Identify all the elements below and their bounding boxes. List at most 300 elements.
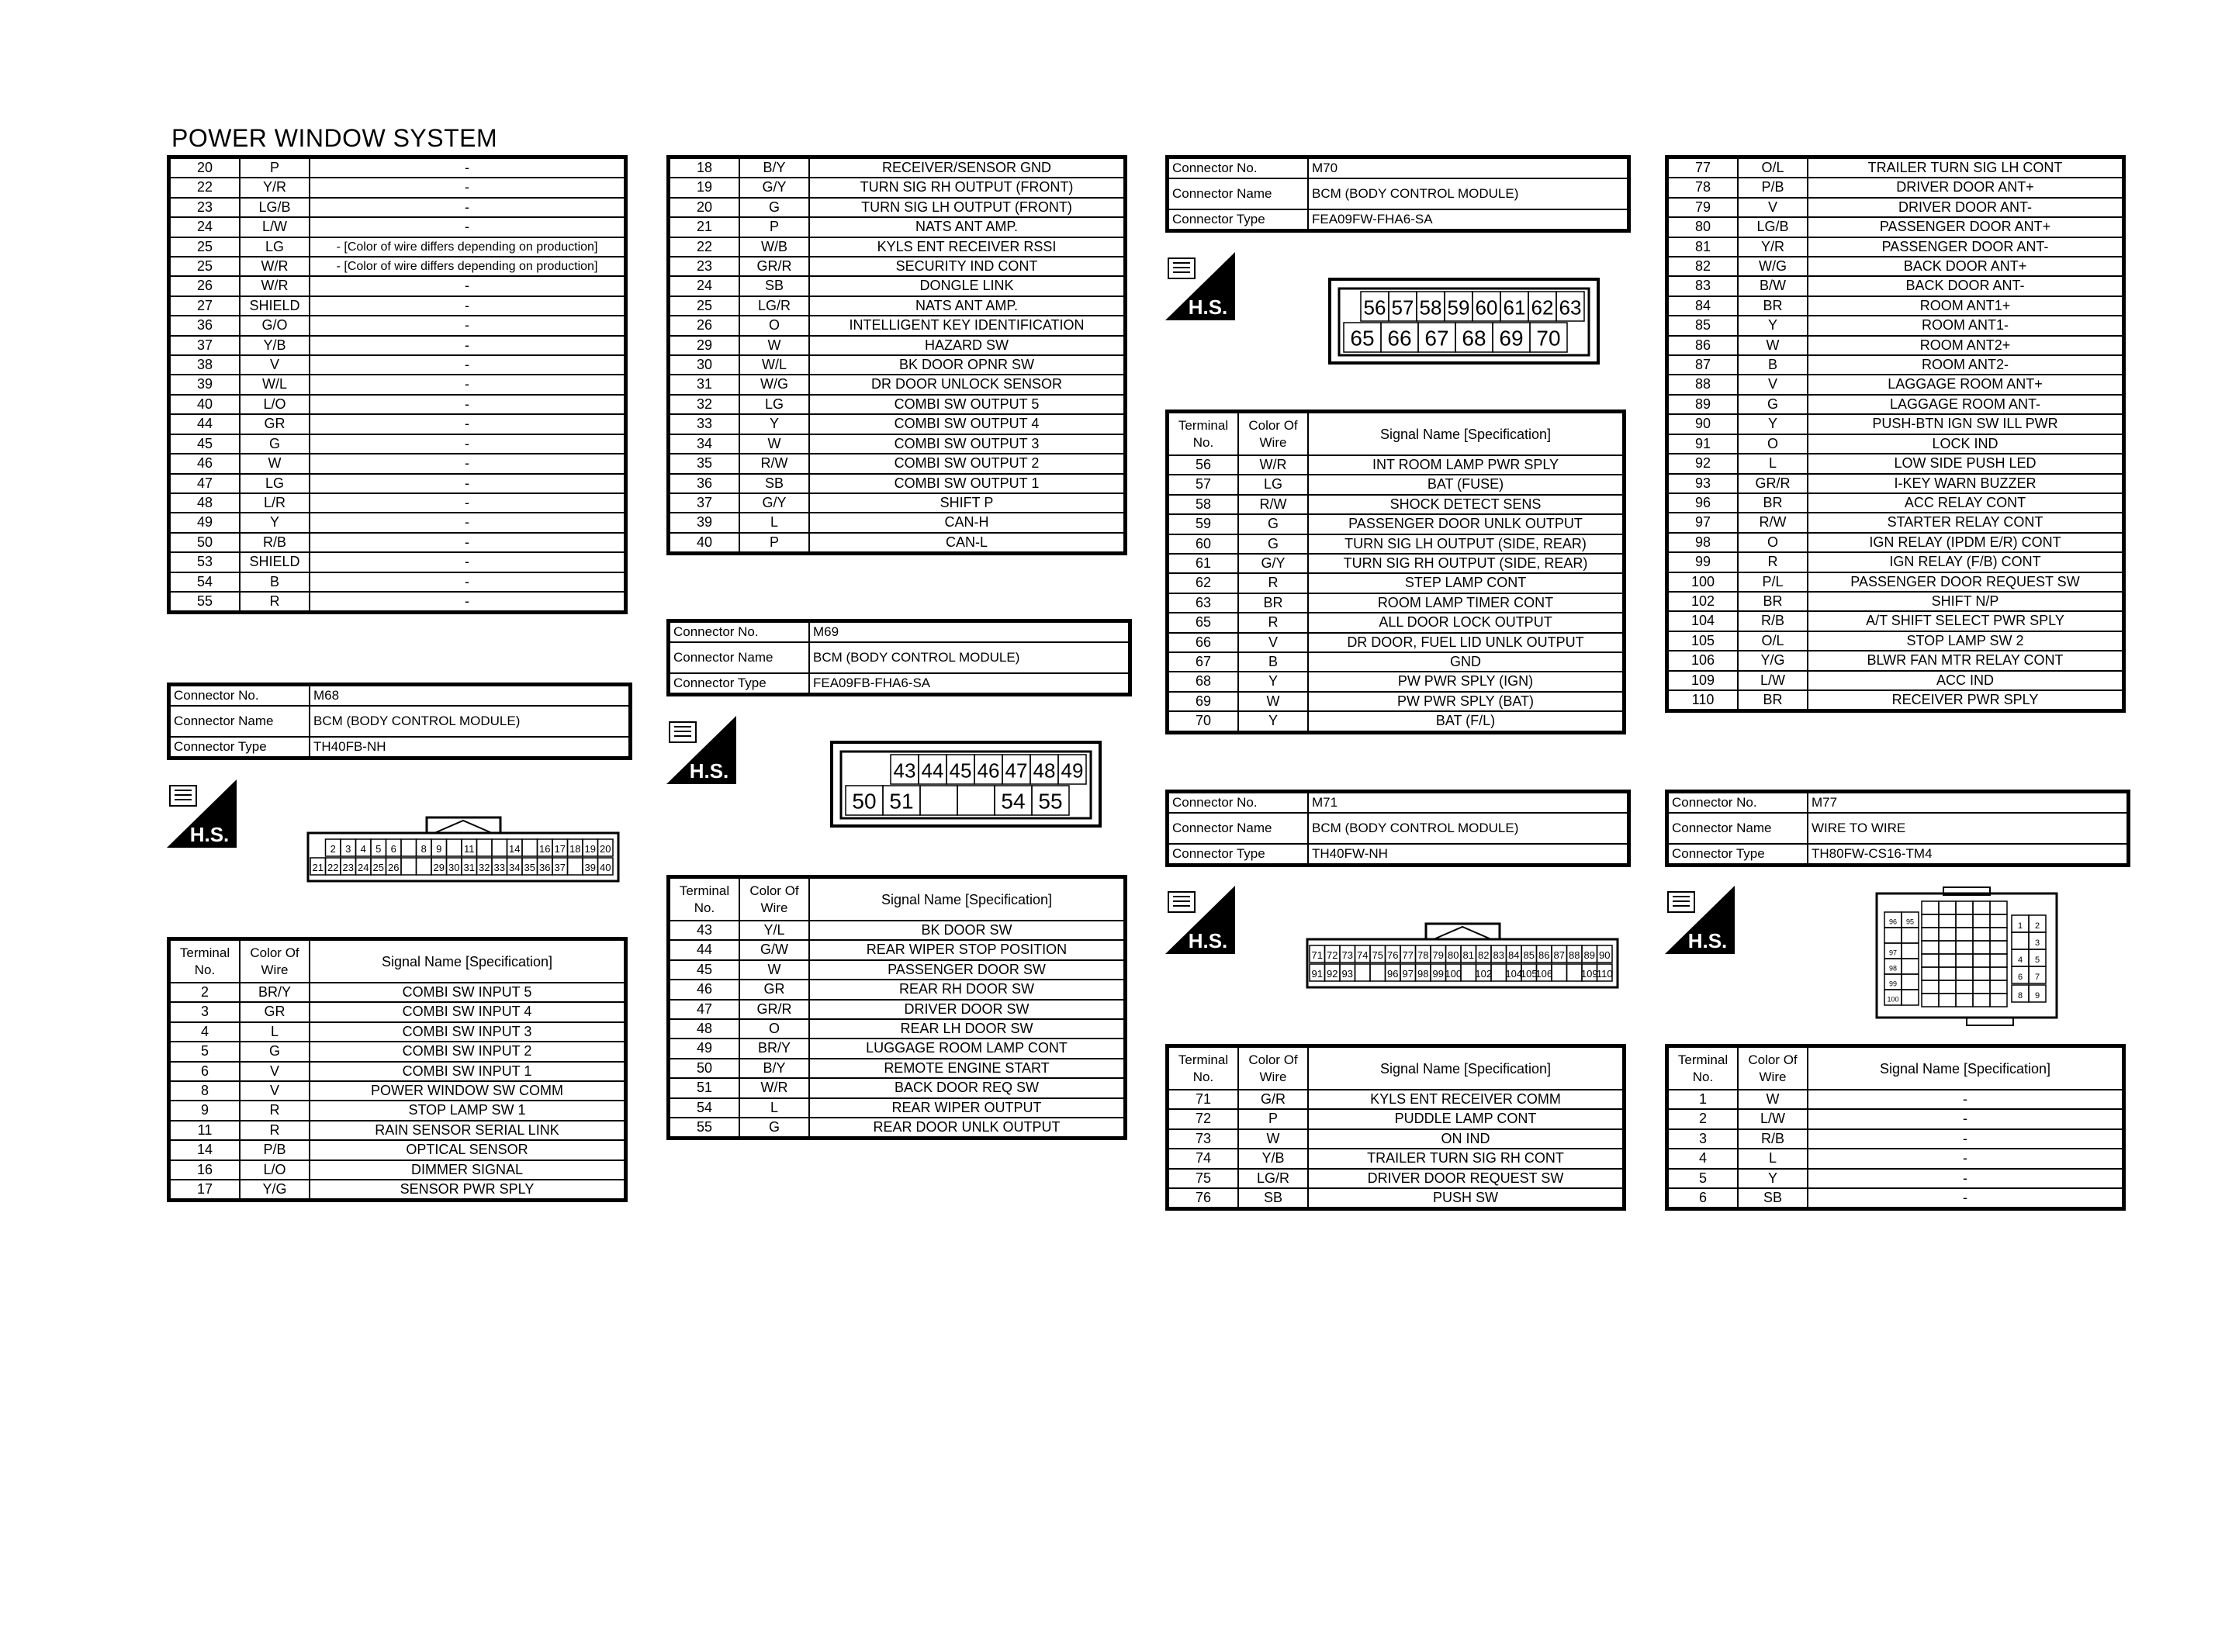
- connector-name-label: Connector Name: [1168, 178, 1308, 209]
- connector-pin: [1939, 928, 1956, 941]
- pin-label: 62: [1531, 295, 1554, 320]
- connector-pin: [568, 858, 583, 875]
- signal-name: COMBI SW OUTPUT 3: [809, 434, 1124, 454]
- signal-name: DONGLE LINK: [809, 276, 1124, 295]
- pin-label: 109: [1580, 968, 1598, 980]
- connector-name-label: Connector Name: [1668, 813, 1808, 844]
- wire-color: P/L: [1738, 572, 1808, 592]
- connector-type-label: Connector Type: [1668, 844, 1808, 864]
- table-row: [1168, 1169, 1623, 1188]
- terminal-no: 91: [1668, 434, 1738, 454]
- signal-name: -: [310, 572, 625, 592]
- wire-color: W: [240, 454, 310, 473]
- wire-color: W/L: [240, 375, 310, 394]
- signal-name: ACC RELAY CONT: [1808, 493, 2123, 513]
- terminal-no: 25: [170, 237, 240, 257]
- wire-color: R/B: [1738, 1129, 1808, 1149]
- terminal-no: 105: [1668, 631, 1738, 651]
- wire-color: W/R: [240, 257, 310, 276]
- wire-color: SB: [1738, 1188, 1808, 1208]
- pin-label: 85: [1523, 949, 1535, 962]
- connector-info-m71: [1165, 790, 1631, 867]
- signal-name: PW PWR SPLY (BAT): [1308, 692, 1623, 711]
- signal-name: -: [1808, 1109, 2123, 1128]
- wire-color: W: [1238, 1129, 1308, 1149]
- table-row: [170, 474, 625, 493]
- svg-text:H.S.: H.S.: [1188, 295, 1228, 319]
- table-row: [170, 454, 625, 473]
- signal-name: REAR DOOR UNLK OUTPUT: [809, 1118, 1124, 1137]
- table-row: [170, 336, 625, 355]
- terminal-no: 55: [170, 592, 240, 611]
- connector-pin: [1922, 901, 1939, 914]
- pin-label: 11: [464, 843, 475, 855]
- table-row: [170, 178, 625, 197]
- table-row: [1668, 631, 2123, 651]
- signal-name: -: [310, 513, 625, 532]
- connector-pin: [1973, 980, 1990, 994]
- pin-label: 57: [1391, 295, 1414, 320]
- table-row: [1668, 1188, 2123, 1208]
- connector-pin: [1990, 914, 2007, 928]
- wire-color: L: [739, 1098, 809, 1118]
- terminal-no: 71: [1168, 1090, 1238, 1109]
- table-row: [1668, 592, 2123, 611]
- signal-name: COMBI SW OUTPUT 5: [809, 395, 1124, 414]
- pin-label: 8: [420, 843, 427, 855]
- terminal-no: 34: [670, 434, 739, 454]
- wire-color: G: [739, 1118, 809, 1137]
- table-row: [170, 198, 625, 217]
- terminal-no: 5: [170, 1042, 240, 1061]
- table-row: [1668, 1169, 2123, 1188]
- table-row: [1668, 355, 2123, 375]
- connector-type-value: TH40FW-NH: [1308, 844, 1628, 864]
- wire-color: Y/L: [739, 921, 809, 940]
- connector-pin: [1990, 967, 2007, 980]
- connector-pin: [1355, 964, 1371, 981]
- pin-label: 43: [893, 759, 916, 783]
- signal-name: COMBI SW INPUT 4: [310, 1002, 625, 1021]
- signal-name: COMBI SW INPUT 3: [310, 1022, 625, 1042]
- wire-color: W: [739, 336, 809, 355]
- pin-label: 17: [554, 843, 566, 855]
- terminal-no: 11: [170, 1121, 240, 1140]
- signal-name: A/T SHIFT SELECT PWR SPLY: [1808, 611, 2123, 631]
- signal-name: PASSENGER DOOR ANT-: [1808, 237, 2123, 257]
- pin-label: 81: [1462, 949, 1474, 962]
- column-1-lower: [167, 937, 628, 1202]
- wire-color: B/Y: [739, 158, 809, 178]
- signal-name: ACC IND: [1808, 671, 2123, 690]
- terminal-no: 22: [170, 178, 240, 197]
- wire-color: R: [1238, 613, 1308, 632]
- terminal-no: 46: [170, 454, 240, 473]
- wire-color: R/W: [1238, 495, 1308, 514]
- header-terminal: Terminal No.: [170, 940, 240, 983]
- wire-color: P: [1238, 1109, 1308, 1128]
- table-row: [1168, 1090, 1623, 1109]
- terminal-no: 60: [1168, 534, 1238, 554]
- table-row: [670, 533, 1124, 552]
- wire-color: W/G: [1738, 257, 1808, 276]
- wire-color: G: [739, 198, 809, 217]
- wire-color: LG/B: [240, 198, 310, 217]
- column-2-lower: [666, 875, 1127, 1140]
- signal-name: ROOM ANT1-: [1808, 316, 2123, 335]
- signal-name: CAN-H: [809, 513, 1124, 532]
- pin-label: 77: [1402, 949, 1414, 962]
- signal-name: RECEIVER PWR SPLY: [1808, 690, 2123, 710]
- table-row: [170, 355, 625, 375]
- table-row: [170, 1042, 625, 1061]
- table-row: [1668, 611, 2123, 631]
- pin-label: 23: [342, 862, 354, 874]
- connector-name-label: Connector Name: [1168, 813, 1308, 844]
- signal-name: ROOM LAMP TIMER CONT: [1308, 593, 1623, 613]
- terminal-no: 70: [1168, 711, 1238, 731]
- wire-color: L/W: [240, 217, 310, 237]
- pin-label: 19: [584, 843, 596, 855]
- terminal-no: 51: [670, 1078, 739, 1097]
- connector-name-label: Connector Name: [170, 706, 310, 737]
- pin-label: 76: [1387, 949, 1399, 962]
- table-row: [670, 414, 1124, 434]
- terminal-no: 89: [1668, 395, 1738, 414]
- table-row: [170, 592, 625, 611]
- connector-pin: [1956, 994, 1973, 1007]
- table-row: [170, 533, 625, 552]
- connector-no-label: Connector No.: [1668, 793, 1808, 813]
- connector-pin: [1939, 941, 1956, 954]
- connector-no-label: Connector No.: [1168, 158, 1308, 178]
- svg-text:H.S.: H.S.: [1188, 929, 1228, 952]
- connector-pin: [1956, 901, 1973, 914]
- terminal-no: 88: [1668, 375, 1738, 394]
- signal-name: STARTER RELAY CONT: [1808, 513, 2123, 532]
- signal-name: -: [310, 355, 625, 375]
- connector-name-value: BCM (BODY CONTROL MODULE): [1308, 178, 1628, 209]
- signal-name: KYLS ENT RECEIVER RSSI: [809, 237, 1124, 257]
- wire-color: Y: [739, 414, 809, 434]
- connector-pin: [1990, 994, 2007, 1007]
- connector-face-m68: [306, 813, 621, 884]
- terminal-no: 109: [1668, 671, 1738, 690]
- terminal-no: 47: [670, 1000, 739, 1019]
- pin-label: 100: [1887, 995, 1899, 1004]
- terminal-no: 56: [1168, 455, 1238, 475]
- connector-type-label: Connector Type: [670, 673, 809, 693]
- wire-color: L: [739, 513, 809, 532]
- signal-name: -: [310, 178, 625, 197]
- signal-name: -: [310, 474, 625, 493]
- signal-name: -: [310, 434, 625, 454]
- pin-label: 30: [448, 862, 460, 874]
- harness-side-icon: [1165, 252, 1235, 320]
- table-row: [1668, 454, 2123, 473]
- wire-color: W/B: [739, 237, 809, 257]
- signal-name: - [Color of wire differs depending on production]: [310, 237, 625, 257]
- table-row: [170, 257, 625, 276]
- wire-color: W: [1738, 1090, 1808, 1109]
- pin-label: 69: [1499, 326, 1524, 351]
- signal-name: -: [310, 414, 625, 434]
- signal-name: POWER WINDOW SW COMM: [310, 1081, 625, 1101]
- table-row: [1168, 652, 1623, 672]
- connector-type-label: Connector Type: [170, 737, 310, 757]
- signal-name: BAT (F/L): [1308, 711, 1623, 731]
- terminal-no: 20: [170, 158, 240, 178]
- table-row: [170, 434, 625, 454]
- signal-name: RAIN SENSOR SERIAL LINK: [310, 1121, 625, 1140]
- table-row: [170, 1140, 625, 1160]
- table-row: [170, 296, 625, 316]
- pin-label: 51: [889, 789, 914, 814]
- pin-label: 75: [1372, 949, 1383, 962]
- connector-pin: [1461, 964, 1476, 981]
- wire-color: Y/R: [240, 178, 310, 197]
- signal-name: PASSENGER DOOR SW: [809, 960, 1124, 980]
- pin-label: 83: [1493, 949, 1504, 962]
- terminal-no: 39: [170, 375, 240, 394]
- connector-pin: [1922, 967, 1939, 980]
- table-row: [170, 1180, 625, 1199]
- connector-pin: [1902, 974, 1919, 990]
- pin-label: 14: [509, 843, 521, 855]
- pin-label: 26: [388, 862, 400, 874]
- pin-label: 25: [372, 862, 384, 874]
- terminal-no: 4: [170, 1022, 240, 1042]
- terminal-no: 67: [1168, 652, 1238, 672]
- terminal-no: 50: [670, 1059, 739, 1078]
- wire-color: V: [1738, 375, 1808, 394]
- connector-type-value: TH80FW-CS16-TM4: [1808, 844, 2127, 864]
- terminal-no: 18: [670, 158, 739, 178]
- terminal-no: 85: [1668, 316, 1738, 335]
- wire-color: LG: [240, 237, 310, 257]
- terminal-no: 74: [1168, 1149, 1238, 1168]
- table-row: [170, 158, 625, 178]
- signal-name: NATS ANT AMP.: [809, 296, 1124, 316]
- terminal-table-m70: [1168, 412, 1624, 732]
- table-row: [170, 1002, 625, 1021]
- signal-name: REAR LH DOOR SW: [809, 1019, 1124, 1039]
- table-row: [1668, 1129, 2123, 1149]
- connector-name-value: BCM (BODY CONTROL MODULE): [310, 706, 629, 737]
- wire-color: R: [240, 592, 310, 611]
- signal-name: TURN SIG RH OUTPUT (FRONT): [809, 178, 1124, 197]
- header-color: Color Of Wire: [1238, 1047, 1308, 1090]
- signal-name: TURN SIG RH OUTPUT (SIDE, REAR): [1308, 554, 1623, 573]
- pin-label: 45: [949, 759, 972, 783]
- wire-color: LG/B: [1738, 217, 1808, 237]
- signal-name: TRAILER TURN SIG LH CONT: [1808, 158, 2123, 178]
- signal-name: COMBI SW OUTPUT 4: [809, 414, 1124, 434]
- harness-side-icon: [167, 779, 237, 848]
- wire-color: L/W: [1738, 671, 1808, 690]
- table-row: [670, 960, 1124, 980]
- pin-label: 104: [1505, 968, 1523, 980]
- pin-label: 54: [1001, 789, 1026, 814]
- terminal-no: 36: [670, 474, 739, 493]
- signal-name: TRAILER TURN SIG RH CONT: [1308, 1149, 1623, 1168]
- pin-label: 60: [1475, 295, 1498, 320]
- wire-color: Y: [1238, 711, 1308, 731]
- terminal-no: 62: [1168, 573, 1238, 593]
- terminal-no: 54: [170, 572, 240, 592]
- wire-color: R/B: [240, 533, 310, 552]
- signal-name: -: [1808, 1129, 2123, 1149]
- wire-color: P/B: [1738, 178, 1808, 197]
- table-row: [1168, 633, 1623, 652]
- table-row: [1668, 316, 2123, 335]
- wire-color: R/W: [739, 454, 809, 473]
- terminal-no: 69: [1168, 692, 1238, 711]
- wire-color: W: [739, 434, 809, 454]
- signal-name: INT ROOM LAMP PWR SPLY: [1308, 455, 1623, 475]
- signal-name: STOP LAMP SW 1: [310, 1101, 625, 1120]
- signal-name: DR DOOR, FUEL LID UNLK OUTPUT: [1308, 633, 1623, 652]
- signal-name: -: [310, 296, 625, 316]
- pin-label: 7: [2034, 973, 2040, 983]
- connector-pin: [1552, 964, 1567, 981]
- signal-name: OPTICAL SENSOR: [310, 1140, 625, 1160]
- terminal-no: 49: [670, 1039, 739, 1058]
- pin-label: 2: [330, 843, 336, 855]
- wire-color: GR: [240, 1002, 310, 1021]
- connector-pin: [1990, 954, 2007, 967]
- wire-color: R: [1738, 552, 1808, 572]
- pin-label: 3: [2034, 938, 2040, 949]
- terminal-no: 49: [170, 513, 240, 532]
- pin-label: 66: [1387, 326, 1412, 351]
- terminal-no: 79: [1668, 198, 1738, 217]
- wire-color: G/R: [1238, 1090, 1308, 1109]
- pin-label: 32: [479, 862, 490, 874]
- wire-color: W: [1738, 336, 1808, 355]
- pin-label: 90: [1599, 949, 1611, 962]
- terminal-no: 48: [670, 1019, 739, 1039]
- wire-color: Y: [1238, 672, 1308, 691]
- pin-label: 98: [1888, 964, 1898, 973]
- signal-name: LAGGAGE ROOM ANT+: [1808, 375, 2123, 394]
- terminal-no: 29: [670, 336, 739, 355]
- pin-label: 5: [375, 843, 382, 855]
- signal-name: TURN SIG LH OUTPUT (FRONT): [809, 198, 1124, 217]
- pin-label: 22: [327, 862, 339, 874]
- table-row: [1668, 1090, 2123, 1109]
- pin-label: 84: [1508, 949, 1520, 962]
- signal-name: BK DOOR OPNR SW: [809, 355, 1124, 375]
- terminal-no: 17: [170, 1180, 240, 1199]
- pin-label: 73: [1341, 949, 1353, 962]
- pin-label: 92: [1327, 968, 1338, 980]
- pin-label: 8: [2017, 991, 2023, 1001]
- signal-name: COMBI SW OUTPUT 2: [809, 454, 1124, 473]
- signal-name: LOW SIDE PUSH LED: [1808, 454, 2123, 473]
- pin-label: 59: [1447, 295, 1470, 320]
- connector-pin: [1939, 994, 1956, 1007]
- table-row: [1668, 276, 2123, 295]
- table-row: [170, 552, 625, 572]
- column-4: [1665, 155, 2126, 713]
- connector-no-value: M70: [1308, 158, 1628, 178]
- wire-color: O: [739, 316, 809, 335]
- pin-label: 24: [358, 862, 369, 874]
- terminal-no: 38: [170, 355, 240, 375]
- signal-name: REAR WIPER STOP POSITION: [809, 940, 1124, 959]
- pin-label: 5: [2034, 956, 2040, 966]
- signal-name: ROOM ANT2-: [1808, 355, 2123, 375]
- table-row: [1168, 554, 1623, 573]
- terminal-no: 100: [1668, 572, 1738, 592]
- signal-name: COMBI SW INPUT 1: [310, 1062, 625, 1081]
- wire-color: BR/Y: [240, 983, 310, 1002]
- table-row: [1668, 257, 2123, 276]
- terminal-no: 87: [1668, 355, 1738, 375]
- signal-name: -: [310, 592, 625, 611]
- connector-face-m69: [830, 741, 1102, 830]
- terminal-no: 99: [1668, 552, 1738, 572]
- terminal-no: 30: [670, 355, 739, 375]
- wire-color: LG: [1238, 475, 1308, 494]
- connector-pin: [1956, 914, 1973, 928]
- terminal-no: 76: [1168, 1188, 1238, 1208]
- connector-pin: [1956, 941, 1973, 954]
- wire-color: B/W: [1738, 276, 1808, 295]
- pin-label: 55: [1038, 789, 1063, 814]
- wire-color: BR: [1238, 593, 1308, 613]
- wire-color: O: [1738, 533, 1808, 552]
- connector-pin: [1902, 928, 1919, 943]
- signal-name: NATS ANT AMP.: [809, 217, 1124, 237]
- table-row: [1668, 237, 2123, 257]
- pin-label: 96: [1888, 918, 1898, 926]
- wire-color: Y: [1738, 414, 1808, 434]
- signal-name: COMBI SW OUTPUT 1: [809, 474, 1124, 493]
- pin-label: 35: [524, 862, 535, 874]
- terminal-no: 6: [170, 1062, 240, 1081]
- harness-side-icon: [1165, 886, 1235, 954]
- table-row: [670, 454, 1124, 473]
- terminal-no: 14: [170, 1140, 240, 1160]
- connector-no-label: Connector No.: [170, 686, 310, 706]
- connector-pin: [401, 839, 417, 856]
- table-row: [670, 395, 1124, 414]
- wire-color: LG/R: [1238, 1169, 1308, 1188]
- pin-label: 40: [600, 862, 611, 874]
- connector-pin: [1939, 901, 1956, 914]
- pin-label: 74: [1357, 949, 1369, 962]
- terminal-no: 63: [1168, 593, 1238, 613]
- terminal-no: 31: [670, 375, 739, 394]
- signal-name: PUSH-BTN IGN SW ILL PWR: [1808, 414, 2123, 434]
- wire-color: R/W: [1738, 513, 1808, 532]
- connector-pin: [417, 858, 432, 875]
- table-row: [670, 474, 1124, 493]
- wire-color: L: [1738, 454, 1808, 473]
- signal-name: -: [310, 276, 625, 295]
- terminal-no: 4: [1668, 1149, 1738, 1168]
- connector-pin: [1922, 980, 1939, 994]
- wire-color: R/B: [1738, 611, 1808, 631]
- terminal-table-m68-cont: [169, 157, 625, 612]
- pin-label: 95: [1905, 918, 1915, 926]
- terminal-no: 23: [170, 198, 240, 217]
- connector-pin: [477, 839, 493, 856]
- table-row: [1668, 690, 2123, 710]
- wire-color: SHIELD: [240, 552, 310, 572]
